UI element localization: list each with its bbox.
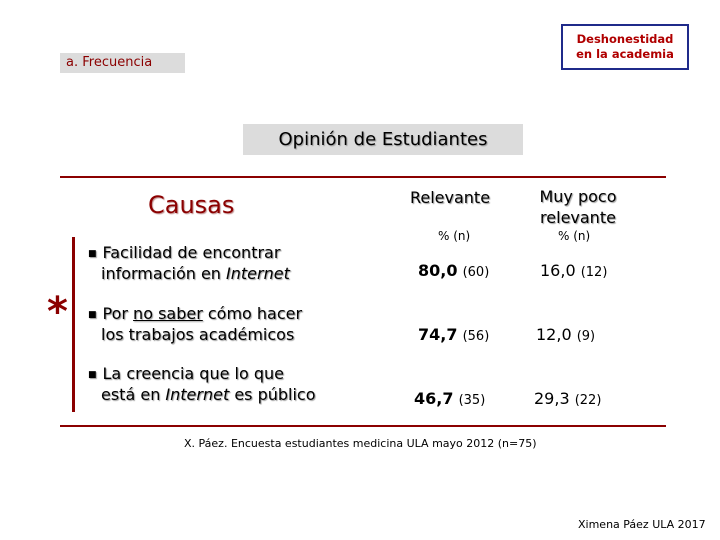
topic-badge — [561, 24, 689, 70]
bullet-icon: ■ — [88, 310, 97, 320]
page-title: Opinión de Estudiantes — [243, 124, 523, 155]
relevant-subheader: % (n) — [438, 229, 471, 243]
bullet-icon: ■ — [88, 249, 97, 259]
table-row-cause: ■ Facilidad de encontrar información en Internet — [88, 243, 290, 283]
barely-relevant-header — [520, 186, 636, 228]
table-row-barely-relevant: 16,0 (12) — [540, 261, 608, 280]
table-row-cause: ■ La creencia que lo que está en Internet es público — [88, 364, 316, 404]
table-row-barely-relevant: 29,3 (22) — [534, 389, 602, 408]
author-footer: Ximena Páez ULA 2017 — [578, 518, 706, 531]
table-top-rule — [60, 176, 666, 178]
causes-header: Causas — [148, 191, 235, 219]
badge-line-1: Deshonestidad — [576, 32, 674, 46]
relevant-header-label: Relevante — [409, 188, 491, 207]
barely-relevant-subheader: % (n) — [558, 229, 591, 243]
relevant-header — [395, 187, 505, 208]
barely-relevant-header-line-1: Muy poco — [539, 187, 617, 206]
table-left-rule — [72, 237, 75, 412]
bullet-icon: ■ — [88, 370, 97, 380]
table-row-relevant: 80,0 (60) — [418, 261, 490, 280]
badge-line-2: en la academia — [576, 47, 674, 61]
section-label: a. Frecuencia — [60, 53, 185, 73]
table-row-cause: ■ Por no saber cómo hacer los trabajos académicos — [88, 304, 303, 344]
table-bottom-rule — [60, 425, 666, 427]
source-citation: X. Páez. Encuesta estudiantes medicina ULA mayo 2012 (n=75) — [184, 437, 537, 450]
barely-relevant-header-line-2: relevante — [540, 208, 616, 227]
significance-marker: * — [47, 289, 68, 335]
table-row-barely-relevant: 12,0 (9) — [536, 325, 596, 344]
table-row-relevant: 74,7 (56) — [418, 325, 490, 344]
table-row-relevant: 46,7 (35) — [414, 389, 486, 408]
